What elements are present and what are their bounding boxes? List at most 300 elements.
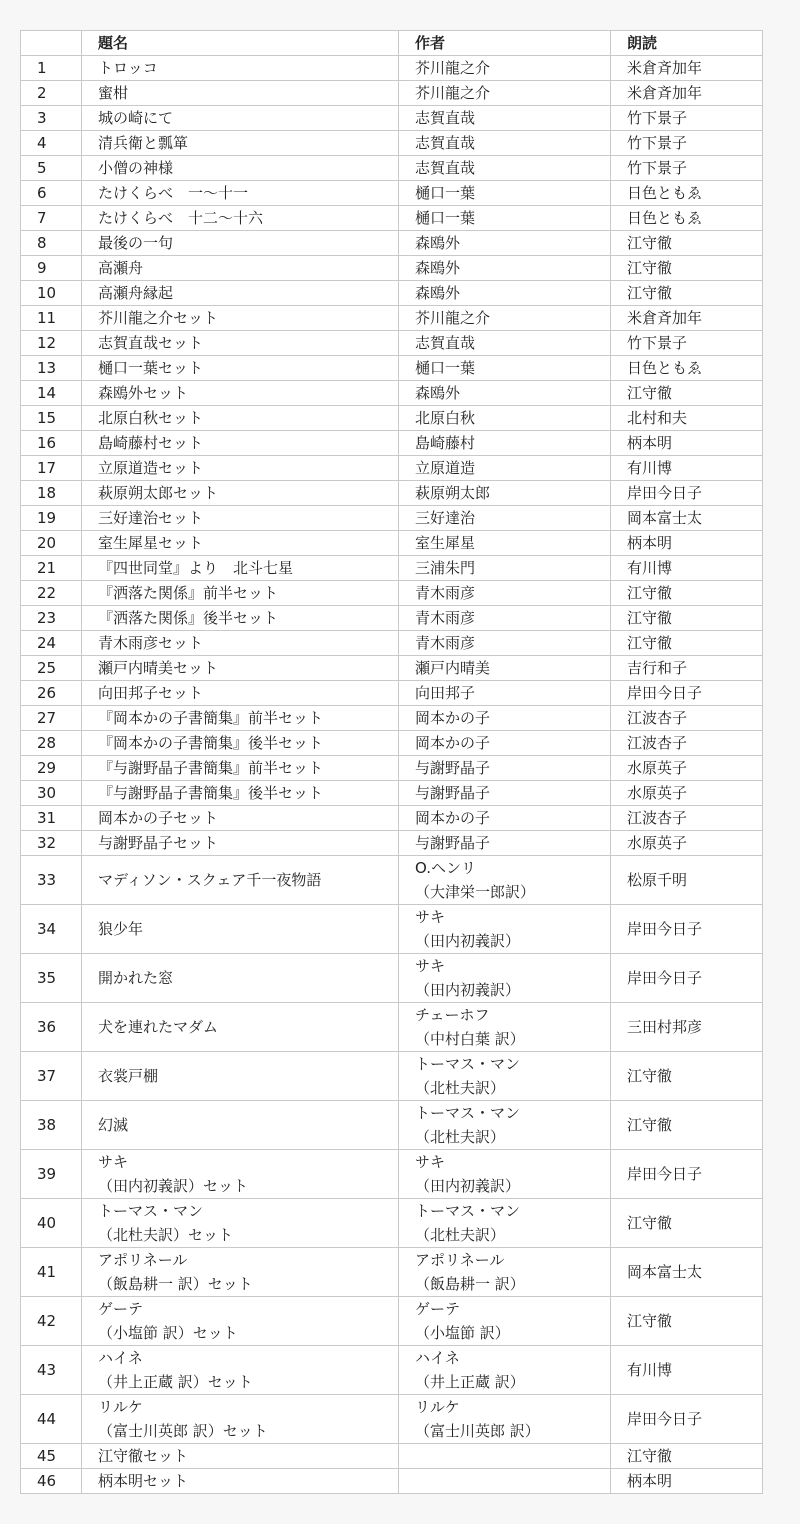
table-row [21,781,763,806]
row-number: 2 [21,81,82,106]
row-number: 35 [21,954,82,1003]
row-title [82,856,399,905]
title-line: 立原道造セット [98,459,204,477]
row-author [399,1150,611,1199]
row-author [399,731,611,756]
row-title [82,706,399,731]
table-row [21,506,763,531]
header-row [21,31,763,56]
row-reader: 江守徹 [611,1052,763,1101]
row-title [82,831,399,856]
author-line: 青木雨彦 [415,584,476,602]
row-reader: 江守徹 [611,281,763,306]
table-row [21,1395,763,1444]
title-line: アポリネール [98,1251,188,1269]
table-row [21,131,763,156]
row-reader: 米倉斉加年 [611,306,763,331]
author-line: 岡本かの子 [415,809,491,827]
row-author [399,481,611,506]
title-line: トロッコ [98,59,158,77]
row-title [82,781,399,806]
row-author [399,806,611,831]
row-title [82,556,399,581]
row-title [82,1395,399,1444]
row-author [399,531,611,556]
author-line: （田内初義訳） [415,1177,521,1195]
row-number: 39 [21,1150,82,1199]
row-title [82,631,399,656]
title-line: 北原白秋セット [98,409,204,427]
row-author [399,356,611,381]
row-reader: 日色ともゑ [611,356,763,381]
row-title [82,1248,399,1297]
author-line: 森鴎外 [415,259,461,277]
author-line: 志賀直哉 [415,109,476,127]
catalog-table [20,30,763,1494]
row-title [82,954,399,1003]
author-line: 三好達治 [415,509,476,527]
title-line: 『与謝野晶子書簡集』前半セット [98,759,324,777]
row-author [399,1199,611,1248]
row-number: 27 [21,706,82,731]
author-line: ハイネ [415,1349,460,1367]
title-line: リルケ [98,1398,143,1416]
author-line: 芥川龍之介 [415,59,491,77]
table-row [21,1052,763,1101]
row-author [399,431,611,456]
title-line: 蜜柑 [98,84,129,102]
author-line: 与謝野晶子 [415,759,491,777]
title-line: 柄本明セット [98,1472,189,1490]
row-reader: 竹下景子 [611,156,763,181]
table-row [21,1469,763,1494]
title-line: 『四世同堂』より 北斗七星 [98,559,294,577]
table-row [21,905,763,954]
author-line: チェーホフ [415,1006,490,1024]
author-line: 樋口一葉 [415,359,476,377]
row-number: 8 [21,231,82,256]
table-row [21,381,763,406]
table-row [21,1101,763,1150]
title-line: 衣裳戸棚 [98,1067,159,1085]
row-reader: 江守徹 [611,1199,763,1248]
row-number: 36 [21,1003,82,1052]
row-number: 46 [21,1469,82,1494]
row-reader: 岸田今日子 [611,481,763,506]
row-reader: 江守徹 [611,1101,763,1150]
author-line: （飯島耕一 訳） [415,1275,525,1293]
title-line: （井上正蔵 訳）セット [98,1373,253,1391]
row-reader: 有川博 [611,1346,763,1395]
row-title [82,1469,399,1494]
row-reader: 岡本富士太 [611,1248,763,1297]
title-line: （富士川英郎 訳）セット [98,1422,268,1440]
row-number: 17 [21,456,82,481]
row-author [399,781,611,806]
author-line: 青木雨彦 [415,609,476,627]
row-title [82,581,399,606]
row-reader: 竹下景子 [611,331,763,356]
author-line: （中村白葉 訳） [415,1030,525,1048]
title-line: 高瀬舟 [98,259,144,277]
row-author [399,206,611,231]
title-line: 江守徹セット [98,1447,189,1465]
row-author [399,581,611,606]
table-row [21,456,763,481]
row-number: 26 [21,681,82,706]
row-number: 6 [21,181,82,206]
row-number: 38 [21,1101,82,1150]
author-line: （井上正蔵 訳） [415,1373,525,1391]
author-line: 森鴎外 [415,284,461,302]
author-line: （北杜夫訳） [415,1226,506,1244]
title-line: 三好達治セット [98,509,204,527]
row-title [82,306,399,331]
table-row [21,281,763,306]
row-reader: 岸田今日子 [611,954,763,1003]
row-number: 13 [21,356,82,381]
row-reader: 江守徹 [611,581,763,606]
row-reader: 江守徹 [611,606,763,631]
row-number: 29 [21,756,82,781]
row-number: 32 [21,831,82,856]
title-line: 『洒落た関係』後半セット [98,609,279,627]
row-title [82,1150,399,1199]
row-title [82,606,399,631]
row-title [82,1003,399,1052]
table-row [21,331,763,356]
row-author [399,1469,611,1494]
author-line: 森鴎外 [415,384,461,402]
row-reader: 江守徹 [611,256,763,281]
row-title [82,806,399,831]
author-line: 青木雨彦 [415,634,476,652]
row-number: 44 [21,1395,82,1444]
row-title [82,431,399,456]
row-reader: 有川博 [611,556,763,581]
row-reader: 吉行和子 [611,656,763,681]
row-title [82,206,399,231]
title-line: 高瀬舟縁起 [98,284,174,302]
title-line: ハイネ [98,1349,143,1367]
row-author [399,856,611,905]
row-title [82,1346,399,1395]
row-reader: 江波杏子 [611,731,763,756]
table-row [21,106,763,131]
header-no [21,31,82,56]
row-number: 3 [21,106,82,131]
row-reader: 柄本明 [611,1469,763,1494]
title-line: たけくらべ 十二～十六 [98,209,264,227]
author-line: 与謝野晶子 [415,784,491,802]
row-number: 11 [21,306,82,331]
title-line: たけくらべ 一～十一 [98,184,249,202]
row-author [399,1248,611,1297]
title-line: 森鴎外セット [98,384,189,402]
row-number: 43 [21,1346,82,1395]
row-reader: 岸田今日子 [611,681,763,706]
table-row [21,1248,763,1297]
table-row [21,406,763,431]
row-number: 31 [21,806,82,831]
row-reader: 水原英子 [611,781,763,806]
row-reader: 日色ともゑ [611,181,763,206]
table-row [21,1150,763,1199]
title-line: 島崎藤村セット [98,434,204,452]
row-number: 16 [21,431,82,456]
row-number: 24 [21,631,82,656]
author-line: サキ [415,1153,446,1171]
table-row [21,1003,763,1052]
row-title [82,106,399,131]
title-line: 幻滅 [98,1116,129,1134]
title-line: 室生犀星セット [98,534,204,552]
table-body [21,56,763,1494]
row-author [399,331,611,356]
row-title [82,1101,399,1150]
row-author [399,1346,611,1395]
row-number: 18 [21,481,82,506]
title-line: 志賀直哉セット [98,334,204,352]
row-title [82,381,399,406]
title-line: 狼少年 [98,920,144,938]
row-number: 33 [21,856,82,905]
row-number: 14 [21,381,82,406]
row-author [399,681,611,706]
title-line: 樋口一葉セット [98,359,204,377]
row-reader: 有川博 [611,456,763,481]
row-reader: 岸田今日子 [611,1395,763,1444]
row-reader: 岸田今日子 [611,1150,763,1199]
row-title [82,506,399,531]
row-title [82,456,399,481]
row-author [399,756,611,781]
row-reader: 江守徹 [611,231,763,256]
row-number: 37 [21,1052,82,1101]
author-line: トーマス・マン [415,1055,521,1073]
row-author [399,1444,611,1469]
title-line: 『洒落た関係』前半セット [98,584,279,602]
author-line: サキ [415,908,446,926]
title-line: 小僧の神様 [98,159,174,177]
author-line: 岡本かの子 [415,709,491,727]
title-line: 萩原朔太郎セット [98,484,219,502]
table-row [21,681,763,706]
author-line: 北原白秋 [415,409,476,427]
row-title [82,356,399,381]
row-number: 15 [21,406,82,431]
row-author [399,831,611,856]
table-row [21,81,763,106]
row-number: 7 [21,206,82,231]
author-line: 志賀直哉 [415,334,476,352]
title-line: 犬を連れたマダム [98,1018,219,1036]
title-line: 開かれた窓 [98,969,174,987]
row-number: 12 [21,331,82,356]
author-line: ゲーテ [415,1300,461,1318]
title-line: 清兵衛と瓢箪 [98,134,189,152]
author-line: 三浦朱門 [415,559,476,577]
row-title [82,131,399,156]
author-line: 芥川龍之介 [415,309,491,327]
title-line: マディソン・スクェア千一夜物語 [98,871,322,889]
row-number: 20 [21,531,82,556]
row-author [399,281,611,306]
author-line: （大津栄一郎訳） [415,883,536,901]
author-line: （北杜夫訳） [415,1079,506,1097]
row-title [82,681,399,706]
table-row [21,954,763,1003]
row-title [82,531,399,556]
author-line: 樋口一葉 [415,209,476,227]
row-author [399,306,611,331]
row-author [399,406,611,431]
row-number: 10 [21,281,82,306]
row-number: 41 [21,1248,82,1297]
table-row [21,1444,763,1469]
author-line: O.ヘンリ [415,859,476,877]
row-number: 25 [21,656,82,681]
row-reader: 江守徹 [611,1444,763,1469]
author-line: （北杜夫訳） [415,1128,506,1146]
header-title: 題名 [82,31,399,56]
table-row [21,56,763,81]
table-row [21,481,763,506]
row-reader: 水原英子 [611,756,763,781]
row-number: 45 [21,1444,82,1469]
row-reader: 岡本富士太 [611,506,763,531]
catalog-table-container [20,30,762,1494]
title-line: （田内初義訳）セット [98,1177,249,1195]
title-line: （小塩節 訳）セット [98,1324,238,1342]
row-number: 28 [21,731,82,756]
author-line: 岡本かの子 [415,734,491,752]
author-line: （富士川英郎 訳） [415,1422,540,1440]
table-row [21,1346,763,1395]
author-line: サキ [415,957,446,975]
row-number: 42 [21,1297,82,1346]
row-reader: 北村和夫 [611,406,763,431]
author-line: 志賀直哉 [415,159,476,177]
row-number: 5 [21,156,82,181]
row-title [82,1199,399,1248]
row-title [82,406,399,431]
row-reader: 柄本明 [611,431,763,456]
table-row [21,831,763,856]
title-line: トーマス・マン [98,1202,204,1220]
author-line: リルケ [415,1398,460,1416]
author-line: 志賀直哉 [415,134,476,152]
author-line: 瀬戸内晴美 [415,659,491,677]
row-number: 19 [21,506,82,531]
row-reader: 岸田今日子 [611,905,763,954]
row-number: 22 [21,581,82,606]
table-row [21,431,763,456]
author-line: （田内初義訳） [415,981,521,999]
row-reader: 柄本明 [611,531,763,556]
title-line: 向田邦子セット [98,684,204,702]
row-author [399,156,611,181]
row-author [399,556,611,581]
row-number: 30 [21,781,82,806]
row-reader: 江波杏子 [611,806,763,831]
row-author [399,1003,611,1052]
table-row [21,731,763,756]
row-author [399,56,611,81]
table-row [21,631,763,656]
table-row [21,806,763,831]
row-title [82,231,399,256]
row-reader: 江守徹 [611,381,763,406]
row-number: 9 [21,256,82,281]
author-line: 立原道造 [415,459,476,477]
author-line: 島崎藤村 [415,434,476,452]
title-line: ゲーテ [98,1300,144,1318]
row-author [399,954,611,1003]
row-number: 40 [21,1199,82,1248]
row-number: 21 [21,556,82,581]
author-line: （田内初義訳） [415,932,521,950]
table-row [21,706,763,731]
bottom-margin [0,1494,800,1524]
table-row [21,256,763,281]
row-author [399,506,611,531]
row-number: 1 [21,56,82,81]
title-line: 最後の一句 [98,234,174,252]
author-line: 萩原朔太郎 [415,484,491,502]
author-line: 森鴎外 [415,234,461,252]
row-title [82,331,399,356]
title-line: サキ [98,1153,129,1171]
row-author [399,1101,611,1150]
title-line: （飯島耕一 訳）セット [98,1275,253,1293]
author-line: トーマス・マン [415,1202,521,1220]
title-line: 与謝野晶子セット [98,834,219,852]
row-author [399,905,611,954]
row-reader: 米倉斉加年 [611,81,763,106]
row-title [82,1444,399,1469]
row-reader: 日色ともゑ [611,206,763,231]
row-number: 34 [21,905,82,954]
row-author [399,1395,611,1444]
row-reader: 江波杏子 [611,706,763,731]
title-line: 芥川龍之介セット [98,309,219,327]
row-title [82,181,399,206]
row-author [399,81,611,106]
row-reader: 竹下景子 [611,131,763,156]
table-row [21,181,763,206]
author-line: トーマス・マン [415,1104,521,1122]
title-line: 『岡本かの子書簡集』後半セット [98,734,324,752]
row-reader: 三田村邦彦 [611,1003,763,1052]
row-author [399,256,611,281]
table-row [21,206,763,231]
header-author: 作者 [399,31,611,56]
row-author [399,656,611,681]
title-line: 瀬戸内晴美セット [98,659,219,677]
row-author [399,381,611,406]
table-row [21,856,763,905]
author-line: 向田邦子 [415,684,476,702]
row-author [399,706,611,731]
table-row [21,1297,763,1346]
row-number: 4 [21,131,82,156]
row-reader: 米倉斉加年 [611,56,763,81]
author-line: 芥川龍之介 [415,84,491,102]
author-line: アポリネール [415,1251,505,1269]
row-author [399,131,611,156]
table-row [21,306,763,331]
